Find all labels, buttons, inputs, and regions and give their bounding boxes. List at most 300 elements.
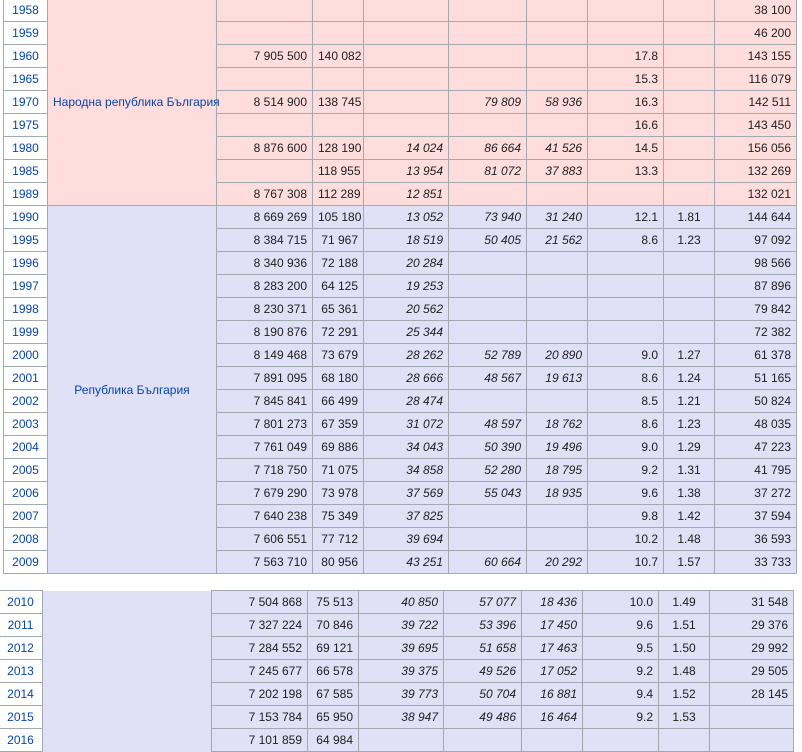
col3-cell: 39 773 [359, 683, 444, 706]
col5-cell [527, 528, 588, 551]
year-link[interactable]: 2008 [4, 528, 48, 551]
rate-cell: 12.1 [588, 206, 664, 229]
fertility-cell: 1.51 [659, 614, 710, 637]
population-cell: 7 563 710 [217, 551, 313, 574]
births-cell: 64 984 [308, 729, 359, 752]
year-link[interactable]: 1985 [4, 160, 48, 183]
era-cell-empty [43, 706, 212, 729]
col8-cell: 87 896 [715, 275, 797, 298]
col4-cell [449, 390, 527, 413]
fertility-cell [664, 22, 715, 45]
col3-cell: 31 072 [364, 413, 449, 436]
demographics-table-continued [0, 590, 794, 752]
col4-cell: 60 664 [449, 551, 527, 574]
year-link[interactable]: 1998 [4, 298, 48, 321]
births-cell: 66 578 [308, 660, 359, 683]
population-cell [217, 160, 313, 183]
col4-cell: 50 405 [449, 229, 527, 252]
population-cell: 7 284 552 [212, 637, 308, 660]
col5-cell: 18 436 [522, 591, 583, 614]
col4-cell: 73 940 [449, 206, 527, 229]
col5-cell [527, 298, 588, 321]
col4-cell: 50 704 [444, 683, 522, 706]
era-link-ppr[interactable]: Народна република България [48, 0, 217, 206]
col8-cell: 79 842 [715, 298, 797, 321]
col8-cell: 132 269 [715, 160, 797, 183]
births-cell: 140 082 [313, 45, 364, 68]
fertility-cell: 1.23 [664, 229, 715, 252]
rate-cell: 9.2 [583, 660, 659, 683]
rate-cell: 16.6 [588, 114, 664, 137]
col4-cell: 55 043 [449, 482, 527, 505]
population-cell: 8 384 715 [217, 229, 313, 252]
col8-cell: 29 992 [710, 637, 794, 660]
fertility-cell [664, 91, 715, 114]
col4-cell [449, 528, 527, 551]
year-link[interactable]: 1996 [4, 252, 48, 275]
population-cell: 7 504 868 [212, 591, 308, 614]
fertility-cell [664, 0, 715, 22]
rate-cell: 9.4 [583, 683, 659, 706]
year-link[interactable]: 1970 [4, 91, 48, 114]
rate-cell: 9.2 [583, 706, 659, 729]
fertility-cell: 1.52 [659, 683, 710, 706]
fertility-cell: 1.49 [659, 591, 710, 614]
col4-cell [449, 275, 527, 298]
fertility-cell: 1.48 [659, 660, 710, 683]
year-link[interactable]: 1995 [4, 229, 48, 252]
col5-cell: 18 762 [527, 413, 588, 436]
col4-cell: 79 809 [449, 91, 527, 114]
births-cell [313, 114, 364, 137]
year-link[interactable]: 2004 [4, 436, 48, 459]
col3-cell [364, 114, 449, 137]
col3-cell: 14 024 [364, 137, 449, 160]
population-cell: 7 640 238 [217, 505, 313, 528]
col3-cell: 37 825 [364, 505, 449, 528]
col8-cell: 156 056 [715, 137, 797, 160]
fertility-cell [659, 729, 710, 752]
year-link[interactable]: 2003 [4, 413, 48, 436]
table-row [0, 729, 794, 752]
table-row [0, 591, 794, 614]
table-row [0, 660, 794, 683]
fertility-cell [664, 160, 715, 183]
rate-cell: 16.3 [588, 91, 664, 114]
era-link-rb[interactable]: Република България [48, 206, 217, 574]
population-cell: 8 283 200 [217, 275, 313, 298]
year-link[interactable]: 2015 [0, 706, 43, 729]
rate-cell [588, 22, 664, 45]
births-cell: 69 121 [308, 637, 359, 660]
col3-cell [364, 0, 449, 22]
births-cell [313, 22, 364, 45]
births-cell [313, 0, 364, 22]
table-row [4, 206, 797, 229]
col4-cell [449, 252, 527, 275]
col3-cell: 39 695 [359, 637, 444, 660]
rate-cell: 9.0 [588, 436, 664, 459]
col8-cell: 144 644 [715, 206, 797, 229]
rate-cell: 15.3 [588, 68, 664, 91]
table-row [0, 637, 794, 660]
population-cell: 7 245 677 [212, 660, 308, 683]
era-cell-empty [43, 614, 212, 637]
col5-cell: 17 450 [522, 614, 583, 637]
col4-cell [449, 183, 527, 206]
col5-cell [527, 114, 588, 137]
col8-cell: 143 155 [715, 45, 797, 68]
year-link[interactable]: 1997 [4, 275, 48, 298]
year-link[interactable]: 1958 [4, 0, 48, 22]
col8-cell: 37 594 [715, 505, 797, 528]
rate-cell [588, 252, 664, 275]
year-link[interactable]: 2000 [4, 344, 48, 367]
col4-cell: 81 072 [449, 160, 527, 183]
fertility-cell: 1.57 [664, 551, 715, 574]
births-cell: 138 745 [313, 91, 364, 114]
rate-cell: 9.8 [588, 505, 664, 528]
fertility-cell: 1.24 [664, 367, 715, 390]
col5-cell [527, 252, 588, 275]
col4-cell: 53 396 [444, 614, 522, 637]
rate-cell [588, 0, 664, 22]
col8-cell: 36 593 [715, 528, 797, 551]
col8-cell: 72 382 [715, 321, 797, 344]
col5-cell [527, 390, 588, 413]
col3-cell [364, 45, 449, 68]
col5-cell: 37 883 [527, 160, 588, 183]
col8-cell: 29 505 [710, 660, 794, 683]
table-row [4, 0, 797, 22]
population-cell [217, 68, 313, 91]
rate-cell [588, 321, 664, 344]
year-link[interactable]: 2002 [4, 390, 48, 413]
year-link[interactable]: 2016 [0, 729, 43, 752]
fertility-cell [664, 68, 715, 91]
rate-cell: 8.6 [588, 413, 664, 436]
col8-cell: 61 378 [715, 344, 797, 367]
rate-cell: 14.5 [588, 137, 664, 160]
population-cell: 7 891 095 [217, 367, 313, 390]
col8-cell: 41 795 [715, 459, 797, 482]
rate-cell [583, 729, 659, 752]
col3-cell: 25 344 [364, 321, 449, 344]
col3-cell [364, 68, 449, 91]
col5-cell: 19 496 [527, 436, 588, 459]
col3-cell: 28 474 [364, 390, 449, 413]
fertility-cell: 1.27 [664, 344, 715, 367]
col8-cell: 37 272 [715, 482, 797, 505]
population-cell [217, 22, 313, 45]
fertility-cell [664, 45, 715, 68]
fertility-cell [664, 114, 715, 137]
births-cell: 112 289 [313, 183, 364, 206]
col8-cell: 98 566 [715, 252, 797, 275]
rate-cell: 10.2 [588, 528, 664, 551]
population-cell: 8 230 371 [217, 298, 313, 321]
births-cell: 71 075 [313, 459, 364, 482]
col5-cell [527, 68, 588, 91]
population-cell: 8 767 308 [217, 183, 313, 206]
col5-cell: 20 292 [527, 551, 588, 574]
births-cell: 70 846 [308, 614, 359, 637]
births-cell [313, 68, 364, 91]
births-cell: 118 955 [313, 160, 364, 183]
population-cell: 7 679 290 [217, 482, 313, 505]
births-cell: 66 499 [313, 390, 364, 413]
fertility-cell [664, 252, 715, 275]
fertility-cell: 1.42 [664, 505, 715, 528]
col4-cell: 48 567 [449, 367, 527, 390]
births-cell: 105 180 [313, 206, 364, 229]
col5-cell: 41 526 [527, 137, 588, 160]
rate-cell [588, 298, 664, 321]
col4-cell: 51 658 [444, 637, 522, 660]
col8-cell: 28 145 [710, 683, 794, 706]
year-link[interactable]: 2013 [0, 660, 43, 683]
era-cell-empty [43, 729, 212, 752]
col3-cell: 28 262 [364, 344, 449, 367]
rate-cell: 13.3 [588, 160, 664, 183]
col3-cell: 20 284 [364, 252, 449, 275]
col4-cell [449, 321, 527, 344]
col5-cell: 17 052 [522, 660, 583, 683]
year-link[interactable]: 2006 [4, 482, 48, 505]
births-cell: 68 180 [313, 367, 364, 390]
year-link[interactable]: 2014 [0, 683, 43, 706]
col5-cell [527, 505, 588, 528]
population-cell: 7 202 198 [212, 683, 308, 706]
col4-cell [449, 114, 527, 137]
col8-cell: 50 824 [715, 390, 797, 413]
year-link[interactable]: 1975 [4, 114, 48, 137]
rate-cell: 8.6 [588, 229, 664, 252]
population-cell: 8 149 468 [217, 344, 313, 367]
rate-cell: 10.7 [588, 551, 664, 574]
col8-cell: 142 511 [715, 91, 797, 114]
table-row [0, 683, 794, 706]
col5-cell: 16 881 [522, 683, 583, 706]
era-cell-empty [43, 637, 212, 660]
col3-cell: 28 666 [364, 367, 449, 390]
col5-cell: 58 936 [527, 91, 588, 114]
rate-cell: 8.5 [588, 390, 664, 413]
births-cell: 71 967 [313, 229, 364, 252]
col5-cell: 21 562 [527, 229, 588, 252]
col4-cell [449, 22, 527, 45]
population-cell: 7 153 784 [212, 706, 308, 729]
population-cell: 7 761 049 [217, 436, 313, 459]
col3-cell: 18 519 [364, 229, 449, 252]
births-cell: 73 679 [313, 344, 364, 367]
year-link[interactable]: 1999 [4, 321, 48, 344]
year-link[interactable]: 2007 [4, 505, 48, 528]
births-cell: 65 950 [308, 706, 359, 729]
rate-cell: 9.6 [583, 614, 659, 637]
col5-cell [527, 0, 588, 22]
col3-cell: 34 858 [364, 459, 449, 482]
col5-cell: 18 795 [527, 459, 588, 482]
year-link[interactable]: 2001 [4, 367, 48, 390]
fertility-cell: 1.53 [659, 706, 710, 729]
fertility-cell [664, 137, 715, 160]
col3-cell: 19 253 [364, 275, 449, 298]
col5-cell: 17 463 [522, 637, 583, 660]
col8-cell: 31 548 [710, 591, 794, 614]
fertility-cell: 1.29 [664, 436, 715, 459]
col5-cell [527, 22, 588, 45]
col4-cell [449, 298, 527, 321]
col4-cell: 49 486 [444, 706, 522, 729]
year-link[interactable]: 2005 [4, 459, 48, 482]
year-link[interactable]: 2010 [0, 591, 43, 614]
col4-cell [449, 0, 527, 22]
rate-cell: 9.2 [588, 459, 664, 482]
population-cell: 7 606 551 [217, 528, 313, 551]
population-cell: 7 718 750 [217, 459, 313, 482]
year-link[interactable]: 2009 [4, 551, 48, 574]
population-cell: 8 340 936 [217, 252, 313, 275]
births-cell: 65 361 [313, 298, 364, 321]
demographics-table [3, 0, 797, 574]
col8-cell: 132 021 [715, 183, 797, 206]
births-cell: 72 188 [313, 252, 364, 275]
col5-cell: 19 613 [527, 367, 588, 390]
col4-cell [449, 45, 527, 68]
era-cell-empty [43, 683, 212, 706]
era-cell-empty [43, 660, 212, 683]
table-row [0, 706, 794, 729]
births-cell: 80 956 [313, 551, 364, 574]
births-cell: 75 349 [313, 505, 364, 528]
col8-cell: 143 450 [715, 114, 797, 137]
births-cell: 73 978 [313, 482, 364, 505]
col8-cell [710, 729, 794, 752]
col5-cell [522, 729, 583, 752]
col3-cell: 20 562 [364, 298, 449, 321]
births-cell: 64 125 [313, 275, 364, 298]
rate-cell: 10.0 [583, 591, 659, 614]
births-cell: 75 513 [308, 591, 359, 614]
year-link[interactable]: 2012 [0, 637, 43, 660]
col3-cell: 13 954 [364, 160, 449, 183]
rate-cell: 17.8 [588, 45, 664, 68]
era-cell-empty [43, 591, 212, 614]
year-link[interactable]: 1960 [4, 45, 48, 68]
population-cell: 7 845 841 [217, 390, 313, 413]
population-cell [217, 114, 313, 137]
col4-cell: 49 526 [444, 660, 522, 683]
col8-cell: 116 079 [715, 68, 797, 91]
fertility-cell: 1.48 [664, 528, 715, 551]
births-cell: 128 190 [313, 137, 364, 160]
fertility-cell [664, 298, 715, 321]
population-cell: 8 669 269 [217, 206, 313, 229]
rate-cell: 8.6 [588, 367, 664, 390]
col5-cell [527, 321, 588, 344]
col3-cell: 13 052 [364, 206, 449, 229]
col4-cell: 57 077 [444, 591, 522, 614]
col3-cell: 34 043 [364, 436, 449, 459]
population-cell: 8 190 876 [217, 321, 313, 344]
col4-cell [449, 505, 527, 528]
col5-cell [527, 45, 588, 68]
col8-cell: 48 035 [715, 413, 797, 436]
col8-cell: 47 223 [715, 436, 797, 459]
fertility-cell [664, 183, 715, 206]
year-link[interactable]: 1980 [4, 137, 48, 160]
col4-cell [449, 68, 527, 91]
births-cell: 67 359 [313, 413, 364, 436]
rate-cell: 9.6 [588, 482, 664, 505]
col3-cell [359, 729, 444, 752]
population-cell [217, 0, 313, 22]
fertility-cell: 1.38 [664, 482, 715, 505]
col5-cell: 16 464 [522, 706, 583, 729]
col3-cell: 39 375 [359, 660, 444, 683]
col4-cell [444, 729, 522, 752]
fertility-cell: 1.81 [664, 206, 715, 229]
rate-cell [588, 275, 664, 298]
fertility-cell: 1.23 [664, 413, 715, 436]
col8-cell: 46 200 [715, 22, 797, 45]
fertility-cell: 1.31 [664, 459, 715, 482]
year-link[interactable]: 1965 [4, 68, 48, 91]
col4-cell: 86 664 [449, 137, 527, 160]
col3-cell: 39 694 [364, 528, 449, 551]
fertility-cell [664, 275, 715, 298]
births-cell: 69 886 [313, 436, 364, 459]
col8-cell: 38 100 [715, 0, 797, 22]
col8-cell: 29 376 [710, 614, 794, 637]
col5-cell: 20 890 [527, 344, 588, 367]
col3-cell: 43 251 [364, 551, 449, 574]
population-cell: 7 905 500 [217, 45, 313, 68]
rate-cell [588, 183, 664, 206]
population-cell: 7 101 859 [212, 729, 308, 752]
year-link[interactable]: 1959 [4, 22, 48, 45]
births-cell: 72 291 [313, 321, 364, 344]
fertility-cell [664, 321, 715, 344]
fertility-cell: 1.50 [659, 637, 710, 660]
year-link[interactable]: 2011 [0, 614, 43, 637]
col5-cell [527, 275, 588, 298]
col8-cell: 51 165 [715, 367, 797, 390]
col3-cell: 40 850 [359, 591, 444, 614]
col3-cell [364, 22, 449, 45]
col3-cell: 37 569 [364, 482, 449, 505]
population-cell: 7 801 273 [217, 413, 313, 436]
col3-cell: 38 947 [359, 706, 444, 729]
col4-cell: 52 280 [449, 459, 527, 482]
col8-cell: 97 092 [715, 229, 797, 252]
year-link[interactable]: 1989 [4, 183, 48, 206]
col4-cell: 50 390 [449, 436, 527, 459]
rate-cell: 9.5 [583, 637, 659, 660]
population-cell: 8 514 900 [217, 91, 313, 114]
births-cell: 77 712 [313, 528, 364, 551]
col5-cell: 18 935 [527, 482, 588, 505]
year-link[interactable]: 1990 [4, 206, 48, 229]
table-row [0, 614, 794, 637]
col8-cell: 33 733 [715, 551, 797, 574]
col4-cell: 48 597 [449, 413, 527, 436]
population-cell: 7 327 224 [212, 614, 308, 637]
col5-cell [527, 183, 588, 206]
col3-cell: 12 851 [364, 183, 449, 206]
col4-cell: 52 789 [449, 344, 527, 367]
